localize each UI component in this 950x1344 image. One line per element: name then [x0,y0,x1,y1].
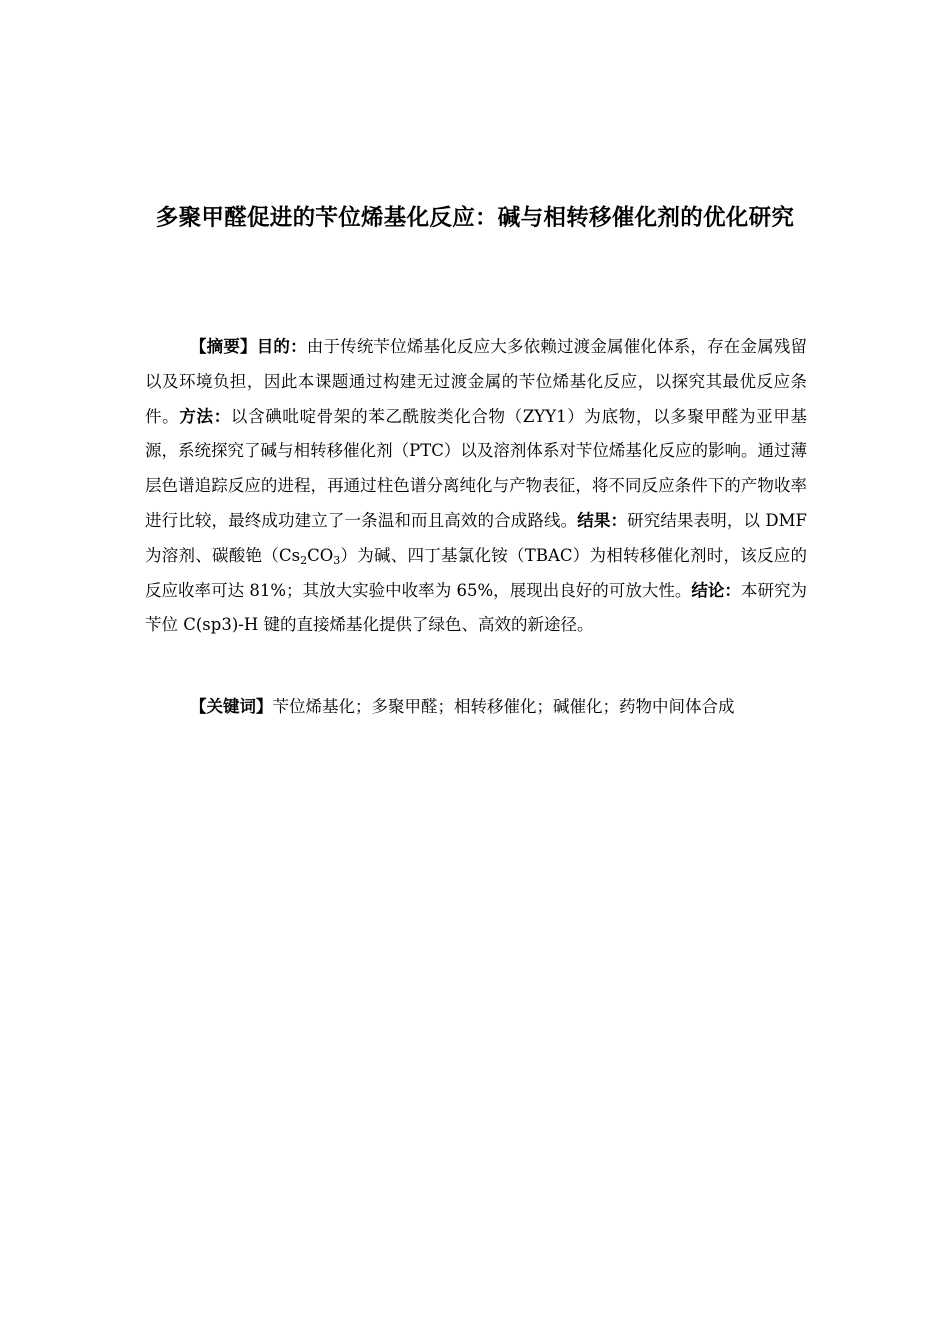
purpose-label: 目的： [256,337,307,356]
conclusion-label: 结论： [691,580,741,600]
method-text: 以含碘吡啶骨架的苯乙酰胺类化合物（ZYY1）为底物，以多聚甲醛为亚甲基源，系统探究了碱与相转移催化剂（PTC）以及溶剂体系对苄位烯基化反应的影响。通过薄层色谱追踪反应的进程，再通过柱色谱分离纯化与产物表征，将不同反应条件下的产物收率进行比较，最终成功建立了一条温和而且高效的合成路线。 [145,406,808,530]
subscript-3: 3 [333,553,341,567]
result-text-part-1: 研究结果表明，以 DMF 为溶剂、碳酸铯（Cs [145,510,808,565]
result-label: 结果： [577,510,628,530]
paper-title: 多聚甲醛促进的苄位烯基化反应：碱与相转移催化剂的优化研究 [155,205,795,231]
purpose-text: 由于传统苄位烯基化反应大多依赖过渡金属催化体系，存在金属残留以及环境负担，因此本课题通过构建无过渡金属的苄位烯基化反应，以探究其最优反应条件。 [145,337,808,426]
abstract-heading: 【摘要】 [190,337,257,356]
keywords-paragraph [145,690,807,725]
abstract-paragraph [145,330,807,643]
result-text-part-2: CO [307,545,334,565]
conclusion-text: 本研究为苄位 C(sp3)-H 键的直接烯基化提供了绿色、高效的新途径。 [145,580,808,635]
keywords-heading: 【关键词】 [190,697,273,716]
subscript-2: 2 [300,553,308,567]
method-label: 方法： [179,406,231,426]
result-text-part-3: ）为碱、四丁基氯化铵（TBAC）为相转移催化剂时，该反应的反应收率可达 81%；其放大实验中收率为 65%，展现出良好的可放大性。 [145,545,808,600]
keywords-text: 苄位烯基化；多聚甲醛；相转移催化；碱催化；药物中间体合成 [272,697,735,716]
